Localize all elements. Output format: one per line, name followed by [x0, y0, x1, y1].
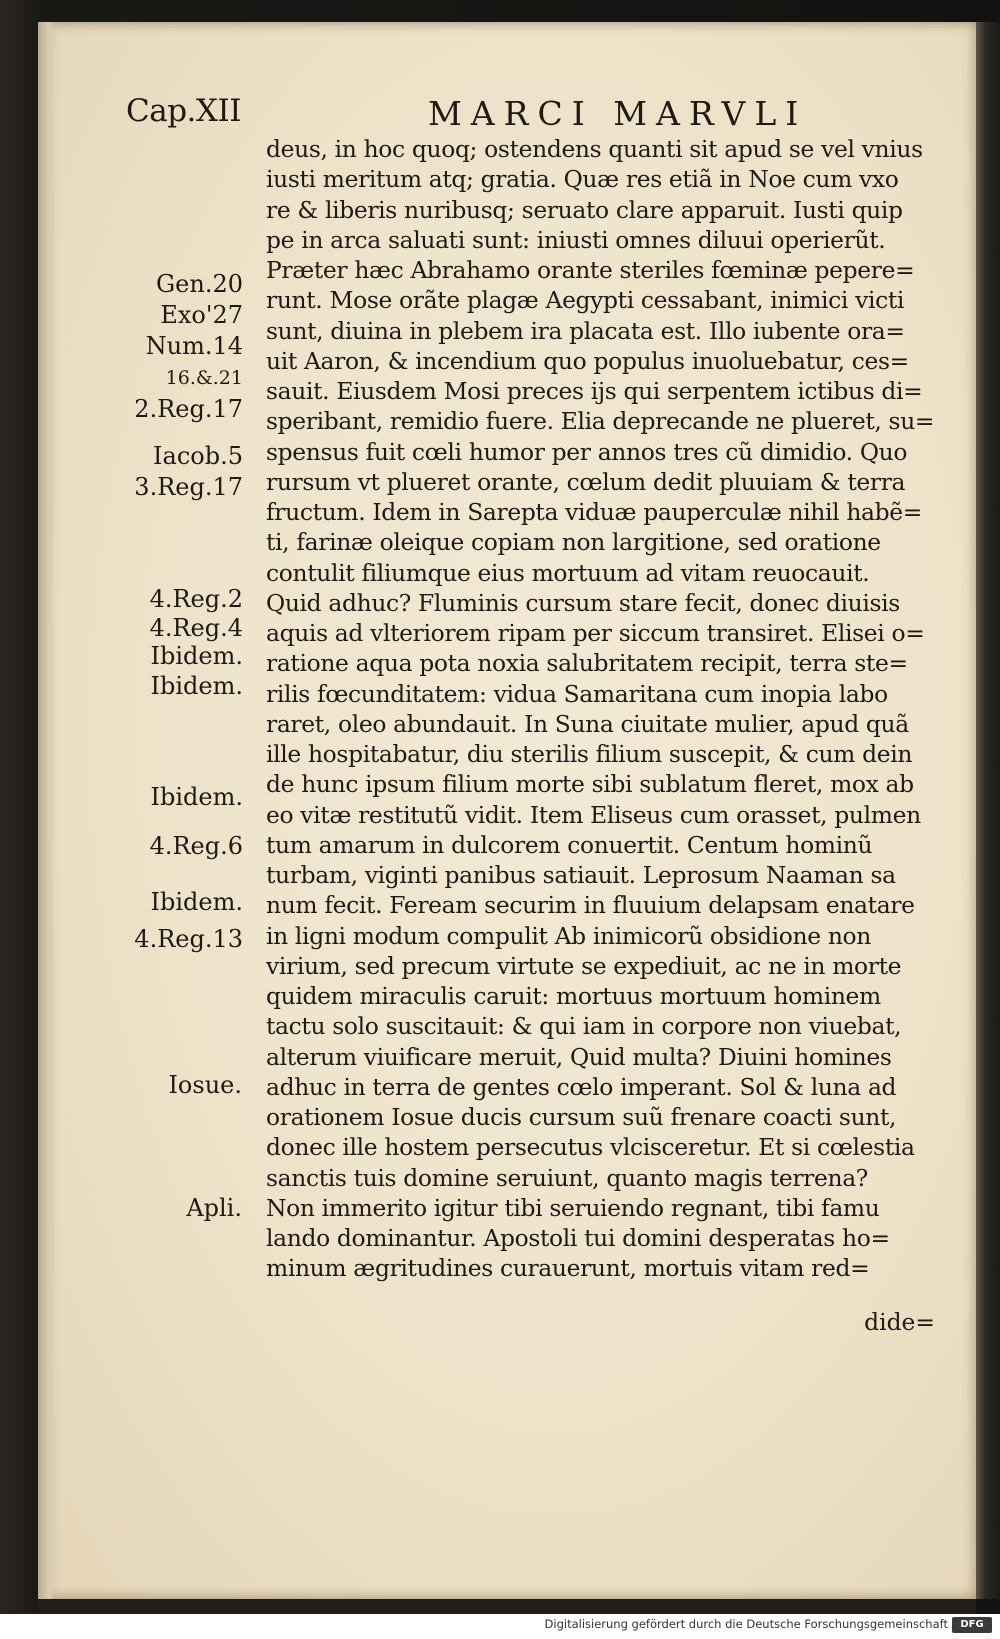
margin-note: 4.Reg.2 [149, 585, 243, 613]
running-title: MARCI MARVLI [428, 94, 808, 133]
margin-note: Apli. [186, 1194, 242, 1222]
margin-note: Exo'27 [160, 301, 243, 329]
page-bottom-edge [38, 1599, 976, 1614]
text-line: sanctis tuis domine seruiunt, quanto magis terrena? [266, 1163, 868, 1192]
text-line: tactu solo suscitauit: & qui iam in corpore non viuebat, [266, 1012, 902, 1041]
text-line: contulit filiumque eius mortuum ad vitam reuocauit. [266, 558, 870, 587]
text-line: iusti meritum atq; gratia. Quæ res etiã in Noe cum vxo [266, 165, 899, 194]
margin-note: Ibidem. [150, 783, 243, 811]
text-line: Non immerito igitur tibi seruiendo regnant, tibi famu [266, 1193, 880, 1222]
text-line: alterum viuificare meruit, Quid multa? Diuini homines [266, 1042, 892, 1071]
text-line: adhuc in terra de gentes cœlo imperant. Sol & luna ad [266, 1072, 897, 1101]
margin-note: 4.Reg.4 [149, 614, 243, 642]
text-line: ti, farinæ oleique copiam non largitione, sed oratione [266, 528, 881, 557]
catchword: dide= [864, 1308, 935, 1336]
text-line: uit Aaron, & incendium quo populus inuoluebatur, ces= [266, 346, 909, 375]
text-line: virium, sed precum virtute se expediuit, ac ne in morte [266, 951, 902, 980]
margin-note: 4.Reg.6 [149, 832, 243, 860]
text-line: eo vitæ restitutũ vidit. Item Eliseus cum orasset, pulmen [266, 800, 921, 829]
dfg-logo: DFG [952, 1617, 992, 1633]
margin-note: Ibidem. [150, 642, 243, 670]
text-line: minum ægritudines curauerunt, mortuis vitam red= [266, 1254, 870, 1283]
margin-note: Gen.20 [156, 270, 243, 298]
text-line: raret, oleo abundauit. In Suna ciuitate mulier, apud quã [266, 709, 909, 738]
text-line: orationem Iosue ducis cursum suũ frenare coacti sunt, [266, 1103, 897, 1131]
margin-note: 3.Reg.17 [134, 473, 243, 501]
text-line: rursum vt plueret orante, cœlum dedit pluuiam & terra [266, 467, 906, 496]
text-line: quidem miraculis caruit: mortuus mortuum hominem [266, 982, 881, 1010]
text-line: runt. Mose orãte plagæ Aegypti cessabant, inimici victi [266, 286, 905, 315]
funding-credit: Digitalisierung gefördert durch die Deutsche Forschungsgemeinschaft [544, 1617, 948, 1631]
text-line: sunt, diuina in plebem ira placata est. Illo iubente ora= [266, 316, 905, 345]
text-line: Quid adhuc? Fluminis cursum stare fecit, donec diuisis [266, 588, 900, 617]
text-line: rilis fœcunditatem: vidua Samaritana cum inopia labo [266, 679, 888, 708]
margin-note: Iosue. [168, 1071, 242, 1099]
text-line: in ligni modum compulit Ab inimicorũ obsidione non [266, 921, 871, 950]
text-line: ille hospitabatur, diu sterilis filium suscepit, & cum dein [266, 740, 913, 768]
text-line: aquis ad vlteriorem ripam per siccum transiret. Elisei o= [266, 619, 925, 647]
footer-bar [0, 1614, 1000, 1639]
text-line: fructum. Idem in Sarepta viduæ pauperculæ nihil habẽ= [266, 498, 922, 526]
text-line: de hunc ipsum filium morte sibi sublatum fleret, mox ab [266, 770, 914, 799]
body-text [266, 134, 966, 1284]
text-line: ratione aqua pota noxia salubritatem recipit, terra ste= [266, 649, 908, 678]
text-line: Præter hæc Abrahamo orante steriles fœminæ pepere= [266, 256, 915, 284]
page-gutter [38, 22, 56, 1599]
text-line: tum amarum in dulcorem conuertit. Centum hominũ [266, 830, 873, 859]
margin-note: Iacob.5 [153, 442, 243, 470]
text-line: re & liberis nuribusq; seruato clare apparuit. Iusti quip [266, 195, 903, 224]
margin-note: 16.&.21 [165, 367, 243, 389]
text-line: spensus fuit cœli humor per annos tres cũ dimidio. Quo [266, 437, 908, 466]
text-line: pe in arca saluati sunt: iniusti omnes diluui operierũt. [266, 225, 886, 254]
margin-note: Ibidem. [150, 888, 243, 916]
text-line: turbam, viginti panibus satiauit. Leprosum Naaman sa [266, 861, 896, 889]
margin-note: Num.14 [145, 332, 243, 360]
text-line: deus, in hoc quoq; ostendens quanti sit apud se vel vnius [266, 135, 923, 163]
margin-note: Ibidem. [150, 672, 243, 700]
page-edge [976, 22, 1000, 1599]
text-line: sauit. Eiusdem Mosi preces ijs qui serpentem ictibus di= [266, 377, 923, 405]
text-line: donec ille hostem persecutus vlcisceretur. Et si cœlestia [266, 1133, 915, 1162]
text-line: num fecit. Feream securim in fluuium delapsam enatare [266, 891, 915, 920]
margin-note: 4.Reg.13 [134, 925, 243, 953]
margin-note: 2.Reg.17 [134, 395, 243, 423]
chapter-heading: Cap.XII [126, 93, 241, 129]
text-line: lando dominantur. Apostoli tui domini desperatas ho= [266, 1224, 890, 1252]
text-line: speribant, remidio fuere. Elia deprecande ne plueret, su= [266, 407, 935, 436]
